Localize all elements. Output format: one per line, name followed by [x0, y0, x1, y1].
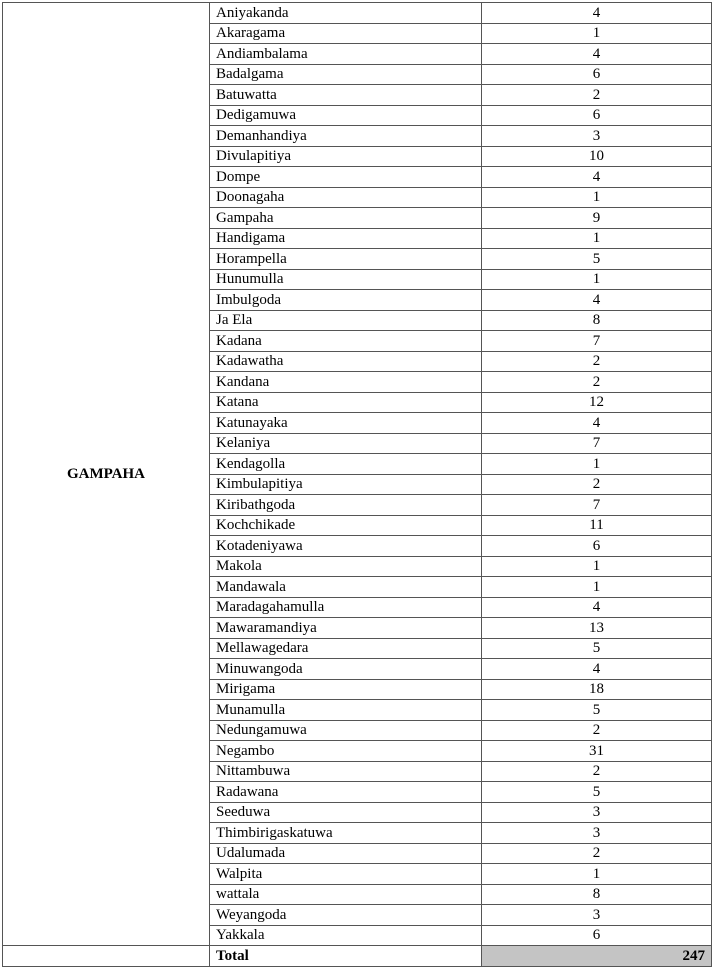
area-name-cell: Thimbirigaskatuwa	[210, 823, 482, 844]
area-count-cell: 2	[482, 372, 712, 393]
total-label-cell: Total	[210, 946, 482, 967]
area-name-cell: Munamulla	[210, 700, 482, 721]
area-name-cell: Negambo	[210, 741, 482, 762]
area-count-cell: 2	[482, 474, 712, 495]
area-count-cell: 1	[482, 269, 712, 290]
area-name-cell: Kadana	[210, 331, 482, 352]
area-count-cell: 18	[482, 679, 712, 700]
area-count-cell: 1	[482, 187, 712, 208]
area-name-cell: Kotadeniyawa	[210, 536, 482, 557]
area-count-cell: 1	[482, 23, 712, 44]
area-name-cell: Katunayaka	[210, 413, 482, 434]
area-name-cell: Doonagaha	[210, 187, 482, 208]
area-name-cell: Kandana	[210, 372, 482, 393]
data-table-container	[2, 2, 712, 967]
area-name-cell: Horampella	[210, 249, 482, 270]
area-name-cell: Mellawagedara	[210, 638, 482, 659]
area-count-cell: 4	[482, 659, 712, 680]
district-area-table	[2, 2, 712, 967]
area-name-cell: Weyangoda	[210, 905, 482, 926]
area-count-cell: 1	[482, 228, 712, 249]
area-count-cell: 6	[482, 925, 712, 946]
area-name-cell: Handigama	[210, 228, 482, 249]
area-name-cell: Seeduwa	[210, 802, 482, 823]
area-name-cell: Nittambuwa	[210, 761, 482, 782]
area-name-cell: Maradagahamulla	[210, 597, 482, 618]
area-name-cell: Yakkala	[210, 925, 482, 946]
table-row	[3, 3, 712, 24]
area-count-cell: 9	[482, 208, 712, 229]
area-count-cell: 3	[482, 905, 712, 926]
area-count-cell: 4	[482, 3, 712, 24]
area-name-cell: Dedigamuwa	[210, 105, 482, 126]
table-body	[3, 3, 712, 967]
area-count-cell: 4	[482, 413, 712, 434]
area-count-cell: 2	[482, 843, 712, 864]
area-name-cell: Badalgama	[210, 64, 482, 85]
area-count-cell: 1	[482, 577, 712, 598]
area-name-cell: Kimbulapitiya	[210, 474, 482, 495]
area-name-cell: Walpita	[210, 864, 482, 885]
area-name-cell: Demanhandiya	[210, 126, 482, 147]
area-name-cell: Kiribathgoda	[210, 495, 482, 516]
area-count-cell: 31	[482, 741, 712, 762]
area-count-cell: 5	[482, 638, 712, 659]
area-count-cell: 6	[482, 536, 712, 557]
area-name-cell: Nedungamuwa	[210, 720, 482, 741]
area-name-cell: Ja Ela	[210, 310, 482, 331]
area-name-cell: Divulapitiya	[210, 146, 482, 167]
area-count-cell: 1	[482, 864, 712, 885]
area-name-cell: wattala	[210, 884, 482, 905]
area-count-cell: 5	[482, 700, 712, 721]
area-count-cell: 6	[482, 64, 712, 85]
area-name-cell: Dompe	[210, 167, 482, 188]
total-value-cell: 247	[482, 946, 712, 967]
area-name-cell: Aniyakanda	[210, 3, 482, 24]
area-count-cell: 3	[482, 126, 712, 147]
area-name-cell: Katana	[210, 392, 482, 413]
district-name-cell: GAMPAHA	[3, 3, 210, 946]
area-name-cell: Kelaniya	[210, 433, 482, 454]
area-name-cell: Udalumada	[210, 843, 482, 864]
area-count-cell: 7	[482, 433, 712, 454]
area-name-cell: Radawana	[210, 782, 482, 803]
area-name-cell: Kochchikade	[210, 515, 482, 536]
area-name-cell: Andiambalama	[210, 44, 482, 65]
area-name-cell: Kadawatha	[210, 351, 482, 372]
area-count-cell: 2	[482, 761, 712, 782]
area-name-cell: Mirigama	[210, 679, 482, 700]
area-name-cell: Hunumulla	[210, 269, 482, 290]
area-name-cell: Akaragama	[210, 23, 482, 44]
area-count-cell: 3	[482, 802, 712, 823]
area-count-cell: 4	[482, 597, 712, 618]
area-name-cell: Gampaha	[210, 208, 482, 229]
area-count-cell: 5	[482, 249, 712, 270]
area-count-cell: 1	[482, 556, 712, 577]
area-count-cell: 7	[482, 495, 712, 516]
area-name-cell: Makola	[210, 556, 482, 577]
area-count-cell: 2	[482, 351, 712, 372]
area-count-cell: 3	[482, 823, 712, 844]
area-count-cell: 10	[482, 146, 712, 167]
area-count-cell: 8	[482, 884, 712, 905]
area-count-cell: 1	[482, 454, 712, 475]
area-count-cell: 7	[482, 331, 712, 352]
area-count-cell: 4	[482, 290, 712, 311]
area-count-cell: 11	[482, 515, 712, 536]
area-name-cell: Batuwatta	[210, 85, 482, 106]
area-count-cell: 2	[482, 85, 712, 106]
total-row	[3, 946, 712, 967]
area-count-cell: 12	[482, 392, 712, 413]
area-count-cell: 8	[482, 310, 712, 331]
area-count-cell: 13	[482, 618, 712, 639]
area-count-cell: 5	[482, 782, 712, 803]
area-count-cell: 4	[482, 44, 712, 65]
area-name-cell: Mawaramandiya	[210, 618, 482, 639]
area-count-cell: 6	[482, 105, 712, 126]
area-name-cell: Mandawala	[210, 577, 482, 598]
area-name-cell: Imbulgoda	[210, 290, 482, 311]
total-row-blank-cell	[3, 946, 210, 967]
area-count-cell: 2	[482, 720, 712, 741]
area-name-cell: Minuwangoda	[210, 659, 482, 680]
area-count-cell: 4	[482, 167, 712, 188]
area-name-cell: Kendagolla	[210, 454, 482, 475]
